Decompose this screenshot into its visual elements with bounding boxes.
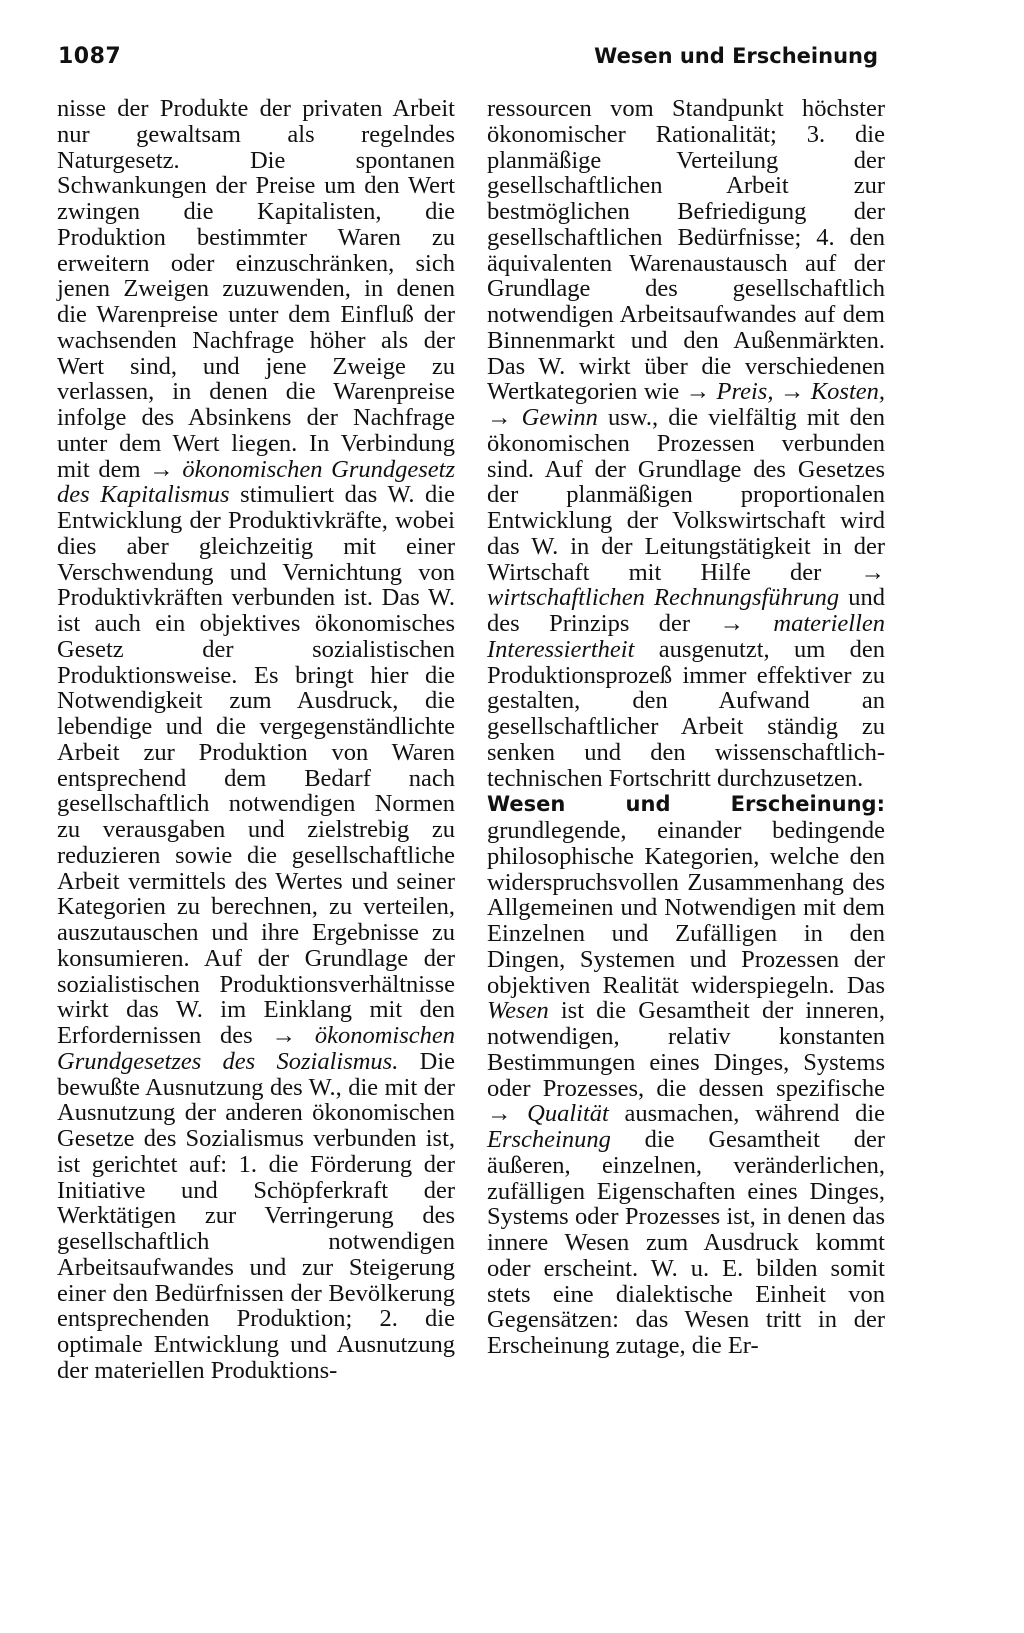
cross-reference: Preis, [716, 378, 774, 406]
text-run: die Gesamtheit der äußeren, einzelnen, veränderlichen, zufälligen Eigenschaften eines Dinges, Systems oder Prozesses ist, in denen das innere Wesen zum Ausdruck kommt oder erscheint. W. u. E. bilden somit stets eine dialektische Einheit von Gegensätzen: das Wesen tritt in der Erscheinung zutage, die Er- [487, 1126, 885, 1359]
text-run: ist die Gesamtheit der inneren, notwendigen, relativ konstanten Bestimmungen eines Dinges, Systems oder Prozesses, die dessen spezifische → [487, 997, 885, 1128]
page-number: 1087 [58, 44, 122, 69]
left-paragraph [57, 96, 455, 1384]
text-run: ressourcen vom Standpunkt höchster ökonomischer Rationalität; 3. die planmäßige Verteilung der gesellschaftlichen Arbeit zur bestmöglichen Befriedigung der gesellschaftlichen Bedürfnisse; 4. den äquivalenten Warenaustausch auf der Grundlage des gesellschaftlich notwendigen Arbeitsaufwandes auf dem Binnenmarkt und den Außenmärkten. Das W. wirkt über die verschiedenen Wertkategorien wie → [487, 95, 885, 406]
cross-reference: wirtschaftlichen Rechnungsführung [487, 584, 840, 612]
running-head: Wesen und Erscheinung [594, 44, 878, 68]
text-run: → [487, 404, 522, 431]
entry-paragraph [487, 791, 885, 1359]
text-run: → [773, 378, 811, 406]
cross-reference: ökonomischen Grundgesetz des Kapitalismus [57, 455, 455, 509]
cross-reference: Qualität [527, 1100, 609, 1128]
cross-reference: Gewinn [521, 404, 598, 431]
entry-headword: Wesen und Erscheinung: [487, 792, 885, 817]
page-header [58, 44, 878, 74]
text-run: nisse der Produkte der privaten Arbeit nur gewaltsam als regelndes Naturgesetz. Die spontanen Schwankungen der Preise um den Wert zwingen die Kapitalisten, die Produktion bestimmter Waren zu erweitern oder einzuschränken, sich jenen Zweigen zuzuwenden, in denen die Warenpreise unter dem Einfluß der wachsenden Nachfrage höher als der Wert sind, und jene Zweige zu verlassen, in denen die Warenpreise infolge des Absinkens der Nachfrage unter dem Wert liegen. In Verbindung mit dem → [57, 95, 455, 483]
text-run: ausmachen, während die [608, 1100, 886, 1128]
text-run: usw., die vielfältig mit den ökonomischen Prozessen verbunden sind. Auf der Grundlage des Gesetzes der planmäßigen proportionalen Entwicklung der Volkswirtschaft wird das W. in der Leitungstätigkeit in der Wirtschaft mit Hilfe der → [487, 404, 885, 586]
emphasis: Erscheinung [487, 1126, 611, 1153]
right-paragraph [487, 96, 885, 791]
right-column [487, 96, 885, 1359]
cross-reference: ökonomischen Grundgesetzes des Sozialismus. [57, 1022, 455, 1075]
cross-reference: Kosten, [810, 378, 885, 406]
left-column [57, 96, 455, 1384]
cross-reference: materiellen Interessiertheit [487, 610, 885, 663]
text-run: und des Prinzips der → [487, 584, 885, 637]
emphasis: Wesen [487, 997, 549, 1025]
text-run: grundlegende, einander bedingende philosophische Kategorien, welche den widerspruchsvollen Zusammenhang des Allgemeinen und Notwendigen mit dem Einzelnen und Zufälligen in den Dingen, Systemen und Prozessen der objektiven Realität widerspiegeln. Das [487, 817, 885, 999]
text-run: stimuliert das W. die Entwicklung der Produktivkräfte, wobei dies aber gleichzeitig mit einer Verschwendung und Vernichtung von Produktivkräften verbunden ist. Das W. ist auch ein objektives ökonomisches Gesetz der sozialistischen Produktionsweise. Es bringt hier die Notwendigkeit zum Ausdruck, die lebendige und die vergegenständlichte Arbeit zur Produktion von Waren entsprechend dem Bedarf nach gesellschaftlich notwendigen Normen zu verausgaben und zielstrebig zu reduzieren sowie die gesellschaftliche Arbeit vermittels des Wertes und seiner Kategorien zu berechnen, zu verteilen, auszutauschen und ihre Ergebnisse zu konsumieren. Auf der Grundlage der sozialistischen Produktionsverhältnisse wirkt das W. im Einklang mit den Erfordernissen des → [57, 481, 455, 1049]
text-run: Die bewußte Ausnutzung des W., die mit der Ausnutzung der anderen ökonomischen Gesetze des Sozialismus verbunden ist, ist gerichtet auf: 1. die Förderung der Initiative und Schöpferkraft der Werktätigen zur Verringerung des gesellschaftlich notwendigen Arbeitsaufwandes und zur Steigerung einer den Bedürfnissen der Bevölkerung entsprechenden Produktion; 2. die optimale Entwicklung und Ausnutzung der materiellen Produktions- [57, 1047, 456, 1384]
text-run: ausgenutzt, um den Produktionsprozeß immer effektiver zu gestalten, den Aufwand an gesellschaftlicher Arbeit ständig zu senken und den wissenschaftlich-technischen Fortschritt durchzusetzen. [487, 635, 885, 792]
